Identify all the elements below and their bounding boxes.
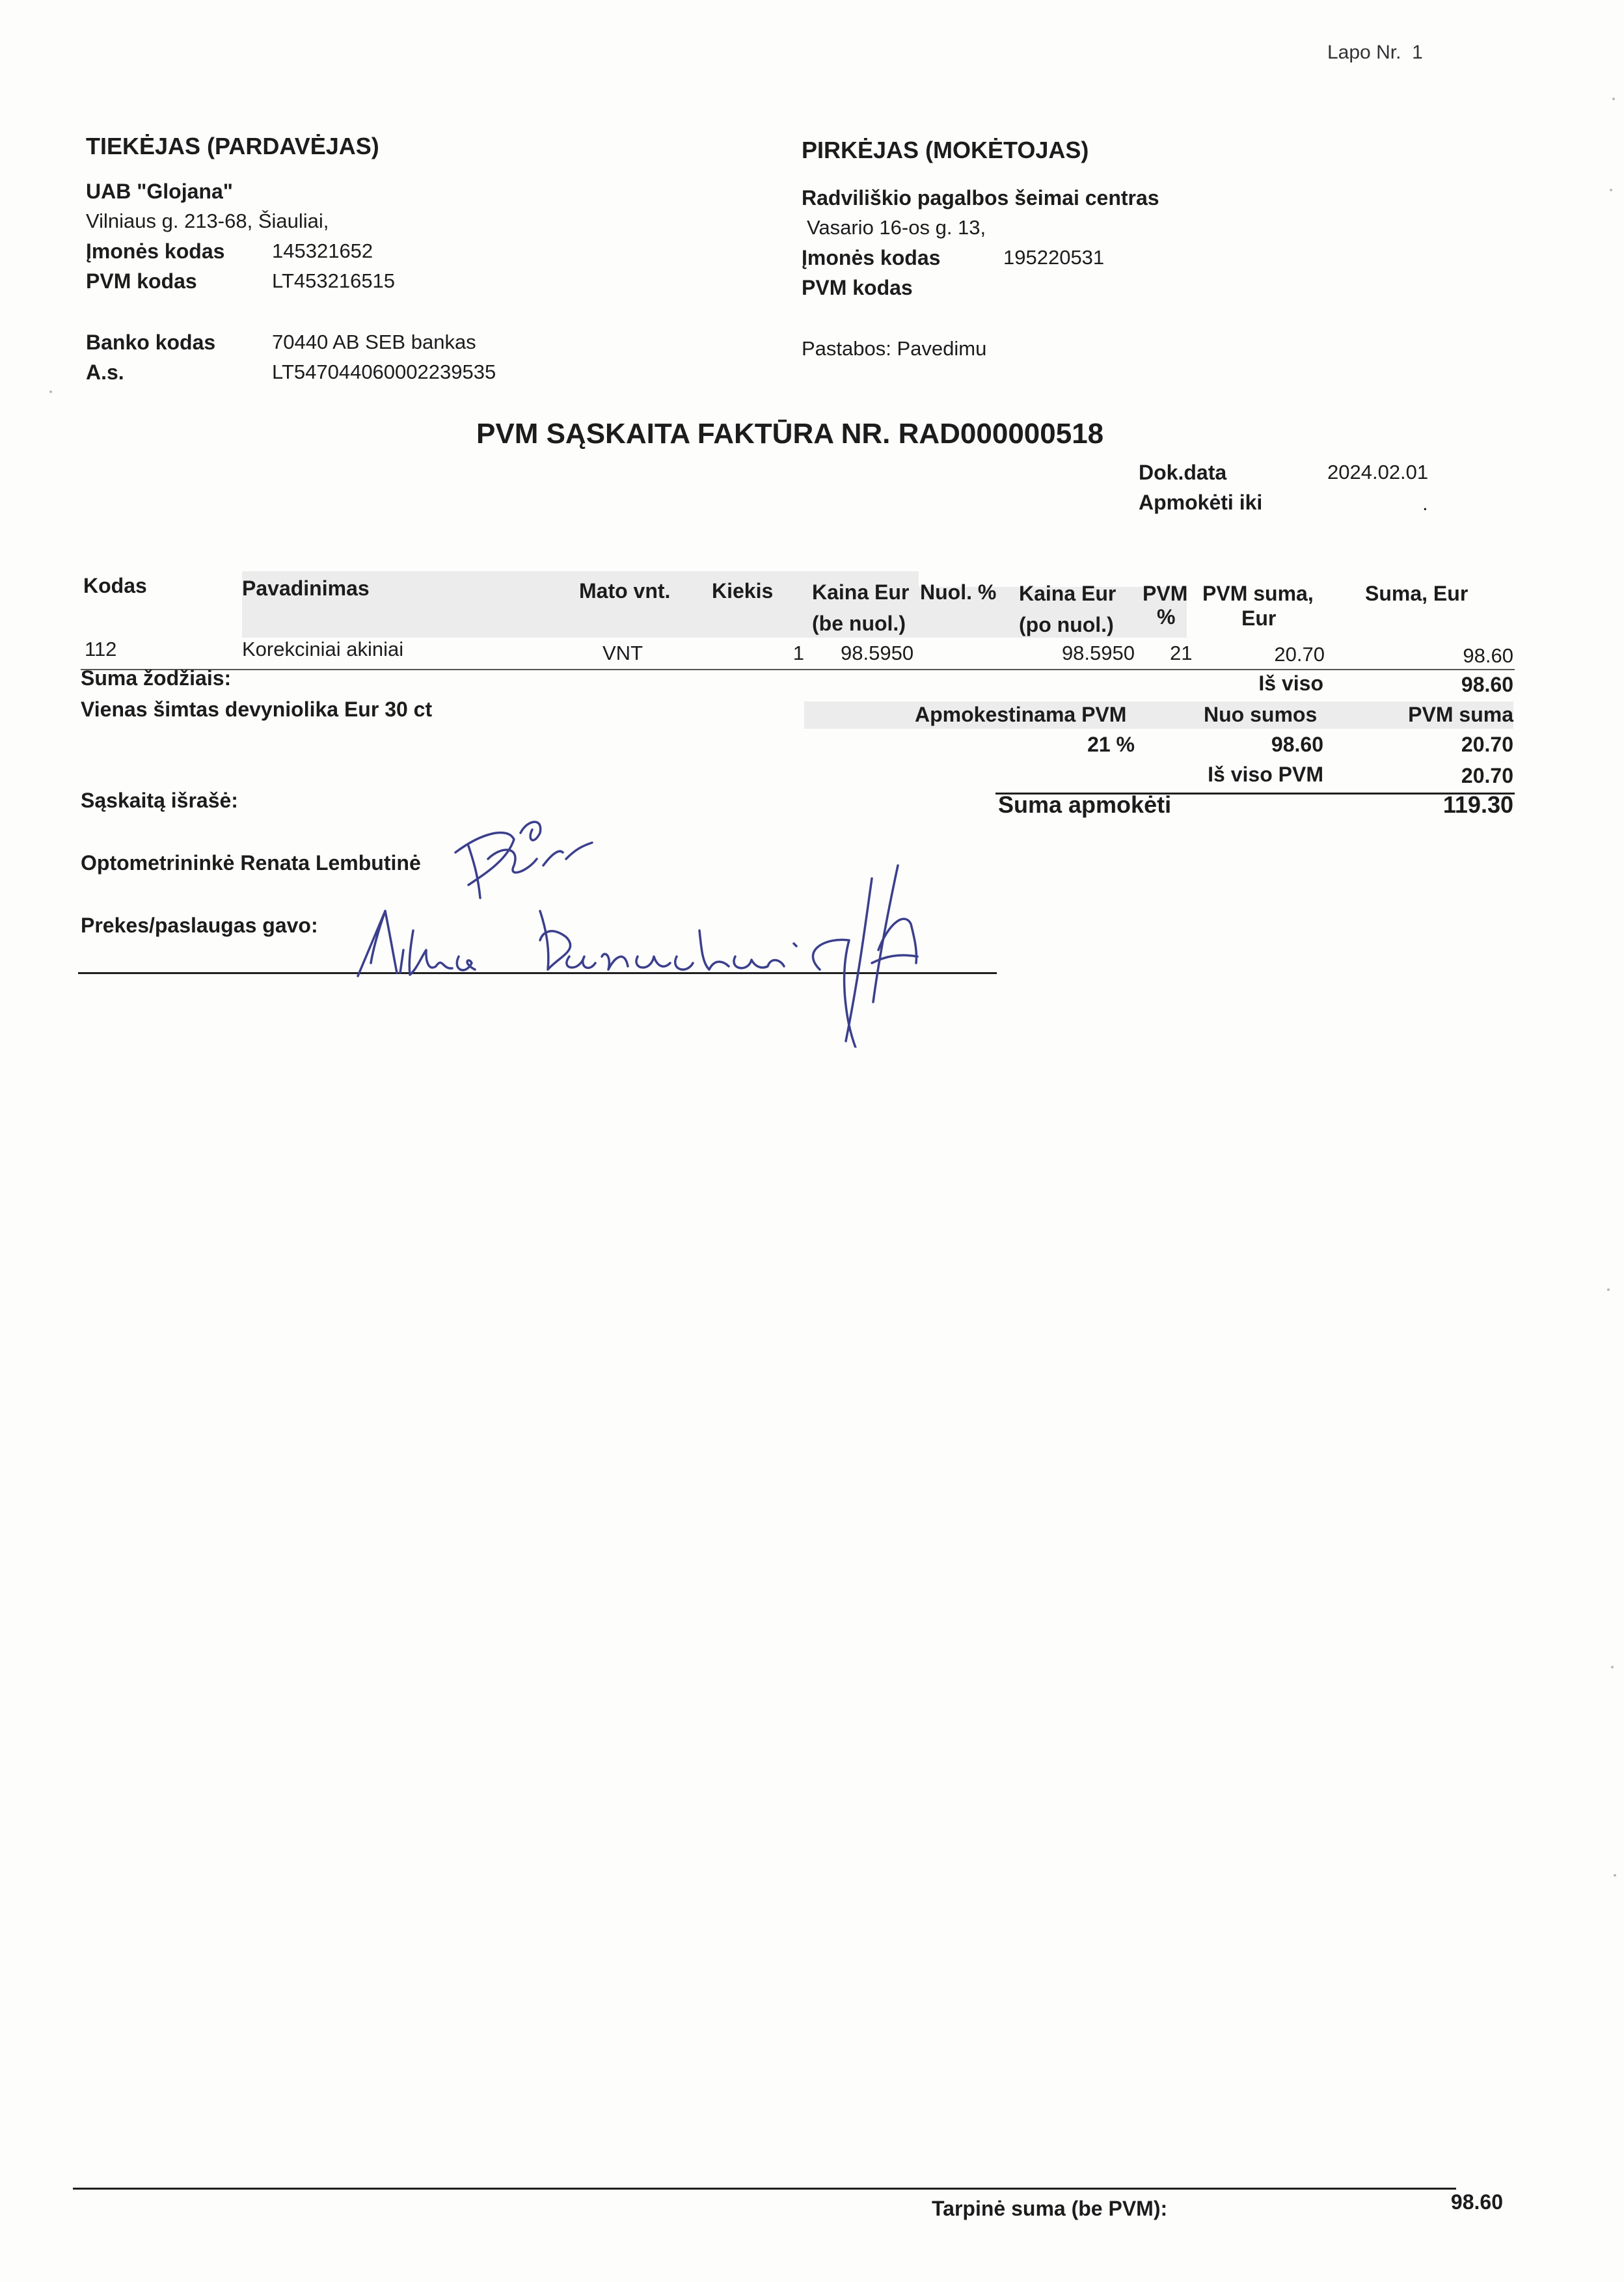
subtotal-value: 98.60 <box>1450 2190 1503 2214</box>
col-header-name: Pavadinimas <box>242 577 370 600</box>
scan-speck <box>49 390 52 393</box>
vat-sum: 20.70 <box>1461 733 1513 756</box>
buyer-address: Vasario 16-os g. 13, <box>807 216 986 239</box>
col-header-vat-pct-2: % <box>1157 605 1176 629</box>
issuer-name: Optometrininkė Renata Lembutinė <box>81 851 421 875</box>
buyer-company-code-label: Įmonės kodas <box>802 246 941 269</box>
vat-total-value: 20.70 <box>1461 764 1513 787</box>
supplier-bank-code: 70440 AB SEB bankas <box>272 331 476 353</box>
col-header-unit: Mato vnt. <box>579 579 671 603</box>
row-qty: 1 <box>792 642 804 664</box>
supplier-heading: TIEKĖJAS (PARDAVĖJAS) <box>86 133 379 159</box>
row-unit: VNT <box>602 642 643 664</box>
row-vat-sum: 20.70 <box>1274 643 1325 666</box>
row-price-after: 98.5950 <box>1061 642 1135 664</box>
row-price-before: 98.5950 <box>841 642 914 664</box>
supplier-account-label: A.s. <box>86 360 124 384</box>
col-header-price-after-2: (po nuol.) <box>1019 613 1114 636</box>
sum-in-words: Vienas šimtas devyniolika Eur 30 ct <box>81 698 433 721</box>
received-by-label: Prekes/paslaugas gavo: <box>81 914 318 937</box>
row-vat-pct: 21 <box>1170 642 1193 664</box>
row-code: 112 <box>85 638 117 660</box>
buyer-heading: PIRKĖJAS (MOKĖTOJAS) <box>802 137 1089 163</box>
footer-rule <box>73 2188 1456 2190</box>
page-number-label: Lapo Nr. 1 <box>1327 42 1423 63</box>
total-value: 98.60 <box>1461 673 1513 696</box>
vat-header-taxable: Apmokestinama PVM <box>915 703 1127 726</box>
buyer-notes: Pastabos: Pavedimu <box>802 337 987 360</box>
col-header-vat-sum-1: PVM suma, <box>1202 582 1314 605</box>
doc-date-label: Dok.data <box>1139 461 1227 484</box>
supplier-name: UAB "Glojana" <box>86 180 233 203</box>
col-header-price-before-2: (be nuol.) <box>812 612 906 635</box>
vat-header-sum: PVM suma <box>1408 703 1513 726</box>
subtotal-label: Tarpinė suma (be PVM): <box>932 2197 1168 2220</box>
col-header-vat-sum-2: Eur <box>1241 606 1277 630</box>
invoice-title: PVM SĄSKAITA FAKTŪRA NR. RAD000000518 <box>476 418 1104 450</box>
vat-rate: 21 % <box>1087 733 1135 756</box>
col-header-discount: Nuol. % <box>920 580 997 604</box>
pay-until-label: Apmokėti iki <box>1139 491 1263 514</box>
buyer-company-code: 195220531 <box>1003 246 1105 269</box>
supplier-address: Vilniaus g. 213-68, Šiauliai, <box>86 210 329 232</box>
total-label: Iš viso <box>1258 672 1323 695</box>
issued-by-label: Sąskaitą išrašė: <box>81 789 238 812</box>
scan-speck <box>1614 1874 1616 1877</box>
row-divider <box>81 669 1515 670</box>
vat-base: 98.60 <box>1271 733 1323 756</box>
supplier-company-code: 145321652 <box>272 239 373 262</box>
row-name: Korekciniai akiniai <box>242 638 404 660</box>
row-sum: 98.60 <box>1463 644 1513 667</box>
buyer-vat-code-label: PVM kodas <box>802 276 913 299</box>
supplier-bank-code-label: Banko kodas <box>86 331 216 354</box>
col-header-vat-pct-1: PVM <box>1143 582 1188 605</box>
col-header-price-after-1: Kaina Eur <box>1019 582 1116 605</box>
col-header-qty: Kiekis <box>712 579 774 603</box>
pay-total-value: 119.30 <box>1442 791 1513 818</box>
receiver-signature-image <box>345 859 995 1048</box>
pay-total-label: Suma apmokėti <box>998 791 1172 818</box>
scan-speck <box>1612 98 1615 100</box>
vat-total-label: Iš viso PVM <box>1208 763 1323 786</box>
scan-speck <box>1610 189 1612 191</box>
col-header-price-before-1: Kaina Eur <box>812 580 910 604</box>
sum-in-words-label: Suma žodžiais: <box>81 666 232 690</box>
buyer-name: Radviliškio pagalbos šeimai centras <box>802 186 1159 210</box>
col-header-code: Kodas <box>83 574 147 597</box>
scan-speck <box>1607 1288 1610 1291</box>
pay-until-value: . <box>1422 492 1428 515</box>
supplier-account: LT547044060002239535 <box>272 360 496 383</box>
scan-speck <box>1611 1666 1614 1668</box>
supplier-vat-code-label: PVM kodas <box>86 269 197 293</box>
doc-date: 2024.02.01 <box>1327 461 1429 483</box>
col-header-sum: Suma, Eur <box>1365 582 1468 605</box>
supplier-vat-code: LT453216515 <box>272 269 396 292</box>
supplier-company-code-label: Įmonės kodas <box>86 239 225 263</box>
vat-header-base: Nuo sumos <box>1204 703 1318 726</box>
